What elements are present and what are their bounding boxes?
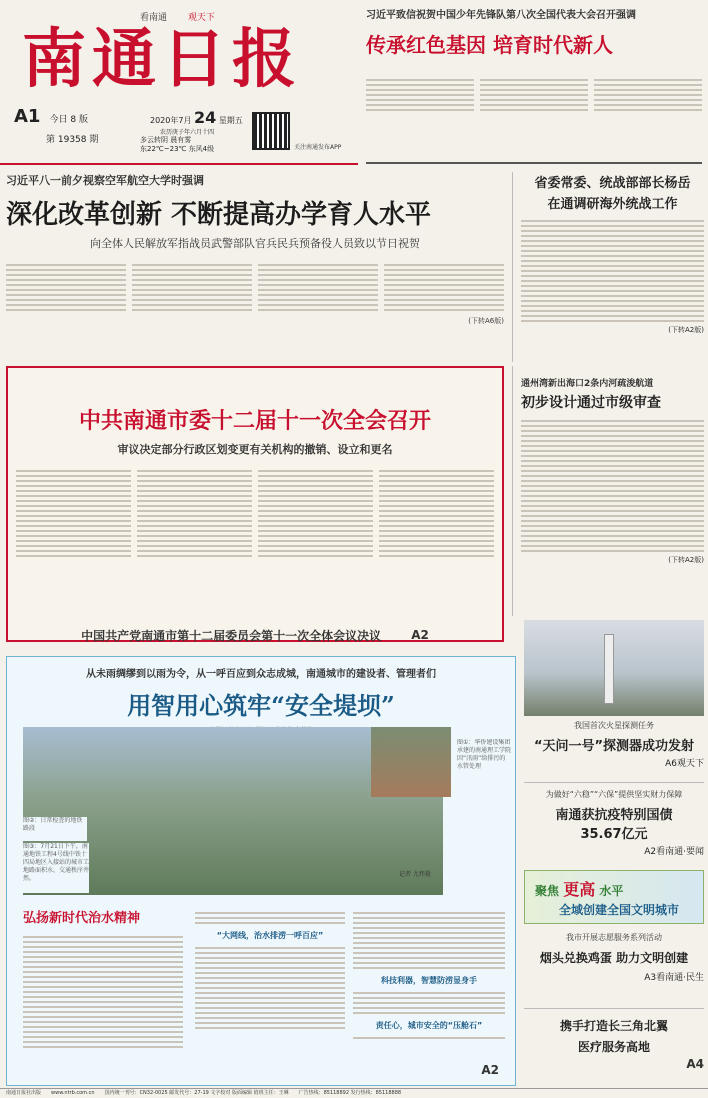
right-story-2-kicker: 通州湾新出海口2条内河疏浚航道 (521, 379, 654, 389)
lead-pageref[interactable]: (下转A6版) (468, 317, 504, 325)
feature-pageref[interactable]: A2 (481, 1063, 499, 1077)
top-story-kicker: 习近平致信祝贺中国少年先锋队第八次全国代表大会召开强调 (366, 10, 636, 21)
lead-subhead: 向全体人民解放军指战员武警部队官兵民兵预备役人员致以节日祝贺 (90, 237, 420, 250)
fund-kicker: 为做好“六稳”“六保”提供坚实财力保障 (545, 790, 683, 799)
civil-pageref[interactable]: A3看南通·民生 (644, 973, 704, 983)
feature-caption-2: 图②：日常检查的地铁路段 (23, 817, 87, 841)
weather (140, 136, 214, 154)
feature-photo-worker (371, 727, 451, 797)
feature-photo-credit: 记者 尤炜摄 (399, 871, 431, 878)
yangtze-headline-2: 医疗服务高地 (577, 1040, 650, 1054)
mars-story[interactable] (524, 620, 704, 770)
mars-pageref[interactable]: A6观天下 (665, 759, 704, 769)
fund-pageref[interactable]: A2看南通·要闻 (644, 847, 704, 857)
app-label: 关注南通发布APP (294, 144, 342, 151)
temperature: 东22℃~23℃ (140, 145, 187, 153)
slogan-1: 看南通 (140, 13, 168, 23)
footer-publisher: 南通日报社出版 (6, 1090, 42, 1096)
date-block (150, 108, 243, 127)
yangtze-pageref[interactable]: A4 (686, 1057, 704, 1071)
lead-story[interactable] (6, 172, 504, 360)
plenary-box[interactable] (6, 366, 504, 642)
wind: 东风4级 (188, 145, 215, 153)
fund-headline-1: 南通获抗疫特别国债 (555, 808, 673, 823)
feature-box[interactable] (6, 656, 516, 1086)
right-story-1-headline-1: 省委常委、统战部部长杨岳 (534, 176, 691, 191)
civil-banner-1: 聚焦 (535, 884, 560, 898)
weather-1: 多云转阴 (140, 136, 168, 144)
feature-quote-1: “大网线，治水排涝一呼百应” (216, 931, 324, 940)
civil-banner-2: 更高 (563, 880, 596, 899)
yangtze-story[interactable] (524, 1008, 704, 1086)
masthead (0, 0, 358, 165)
footer-info: 国内统一刊号：CN32-0025 邮发代号：27-19 文字校对 版面编辑 值班主任：王琳 (104, 1090, 289, 1096)
footer-phone: 广告热线：85118892 发行热线：85118888 (298, 1090, 402, 1096)
plenary-subhead: 审议决定部分行政区划变更有关机构的撤销、设立和更名 (117, 443, 393, 456)
feature-quote-2: 科技利器，智慧防涝显身手 (381, 976, 477, 985)
right-story-2-pageref[interactable]: (下转A2版) (668, 556, 704, 564)
right-story-2[interactable] (512, 366, 704, 616)
feature-headline: 用智用心筑牢“安全堤坝” (127, 691, 395, 720)
page-count: 今日 8 版 (49, 115, 89, 125)
newspaper-logo: 南通日报 (22, 22, 302, 97)
civil-story[interactable] (524, 932, 704, 1002)
feature-kicker: 从未雨绸缪到以雨为令，从一呼百应到众志成城，南通城市的建设者、管理者们 (86, 669, 436, 680)
footer (0, 1088, 708, 1098)
water-column-logo: 弘扬新时代治水精神 (23, 911, 141, 926)
right-story-1[interactable] (512, 172, 704, 362)
fund-headline-2: 35.67亿元 (580, 827, 648, 842)
mars-caption: 我国首次火星探测任务 (574, 721, 654, 730)
edition-code: A1 (14, 106, 41, 127)
civil-banner-sub: 全域创建全国文明城市 (559, 903, 680, 917)
yangtze-headline-1: 携手打造长三角北翼 (559, 1019, 668, 1033)
civil-kicker: 我市开展志愿服务系列活动 (566, 933, 662, 942)
top-story-headline: 传承红色基因 培育时代新人 (366, 33, 613, 57)
feature-caption-3: 图③：7月21日下午，南通地铁工程4号线中铁十四局地区入接站的城市工地路面积水，交通秩序井然。 (23, 843, 89, 893)
qr-code-icon[interactable] (252, 112, 290, 150)
civil-banner-3: 水平 (599, 884, 624, 898)
date-day: 24 (194, 108, 217, 127)
right-story-1-pageref[interactable]: (下转A2版) (668, 326, 704, 334)
lunar-date: 农历庚子年六月十四 (160, 129, 215, 136)
feature-quote-3: 责任心，城市安全的“压舱石” (375, 1021, 483, 1030)
right-story-2-headline: 初步设计通过市级审查 (521, 395, 661, 411)
rocket-launch-photo (524, 620, 704, 716)
civil-banner (524, 870, 704, 924)
date: 2020年7月 (150, 116, 192, 125)
lead-kicker: 习近平八一前夕视察空军航空大学时强调 (6, 174, 204, 187)
slogan-2: 观天下 (187, 13, 215, 23)
feature-caption-1: 图①：华侨建设集团承建的南通理工学院因“汛雨”给排污的水管处理 (457, 739, 511, 770)
resolution-link[interactable] (6, 620, 504, 650)
right-story-1-headline-2: 在通调研海外统战工作 (547, 197, 678, 212)
resolution-pageref: A2 (411, 628, 429, 642)
resolution-title: 中国共产党南通市第十二届委员会第十一次全体会议决议 (81, 628, 382, 643)
footer-website[interactable]: www.ntrb.com.cn (51, 1090, 95, 1096)
weekday: 星期五 (218, 116, 243, 125)
lead-headline: 深化改革创新 不断提高办学育人水平 (6, 200, 432, 230)
top-story[interactable] (366, 6, 702, 164)
mars-headline: “天问一号”探测器成功发射 (533, 739, 695, 754)
plenary-headline: 中共南通市委十二届十一次全会召开 (78, 408, 431, 434)
fund-story[interactable] (524, 782, 704, 864)
issue-number: 第 19358 期 (46, 135, 99, 145)
weather-2: 晨有雾 (170, 136, 192, 144)
civil-headline: 烟头兑换鸡蛋 助力文明创建 (539, 951, 689, 965)
